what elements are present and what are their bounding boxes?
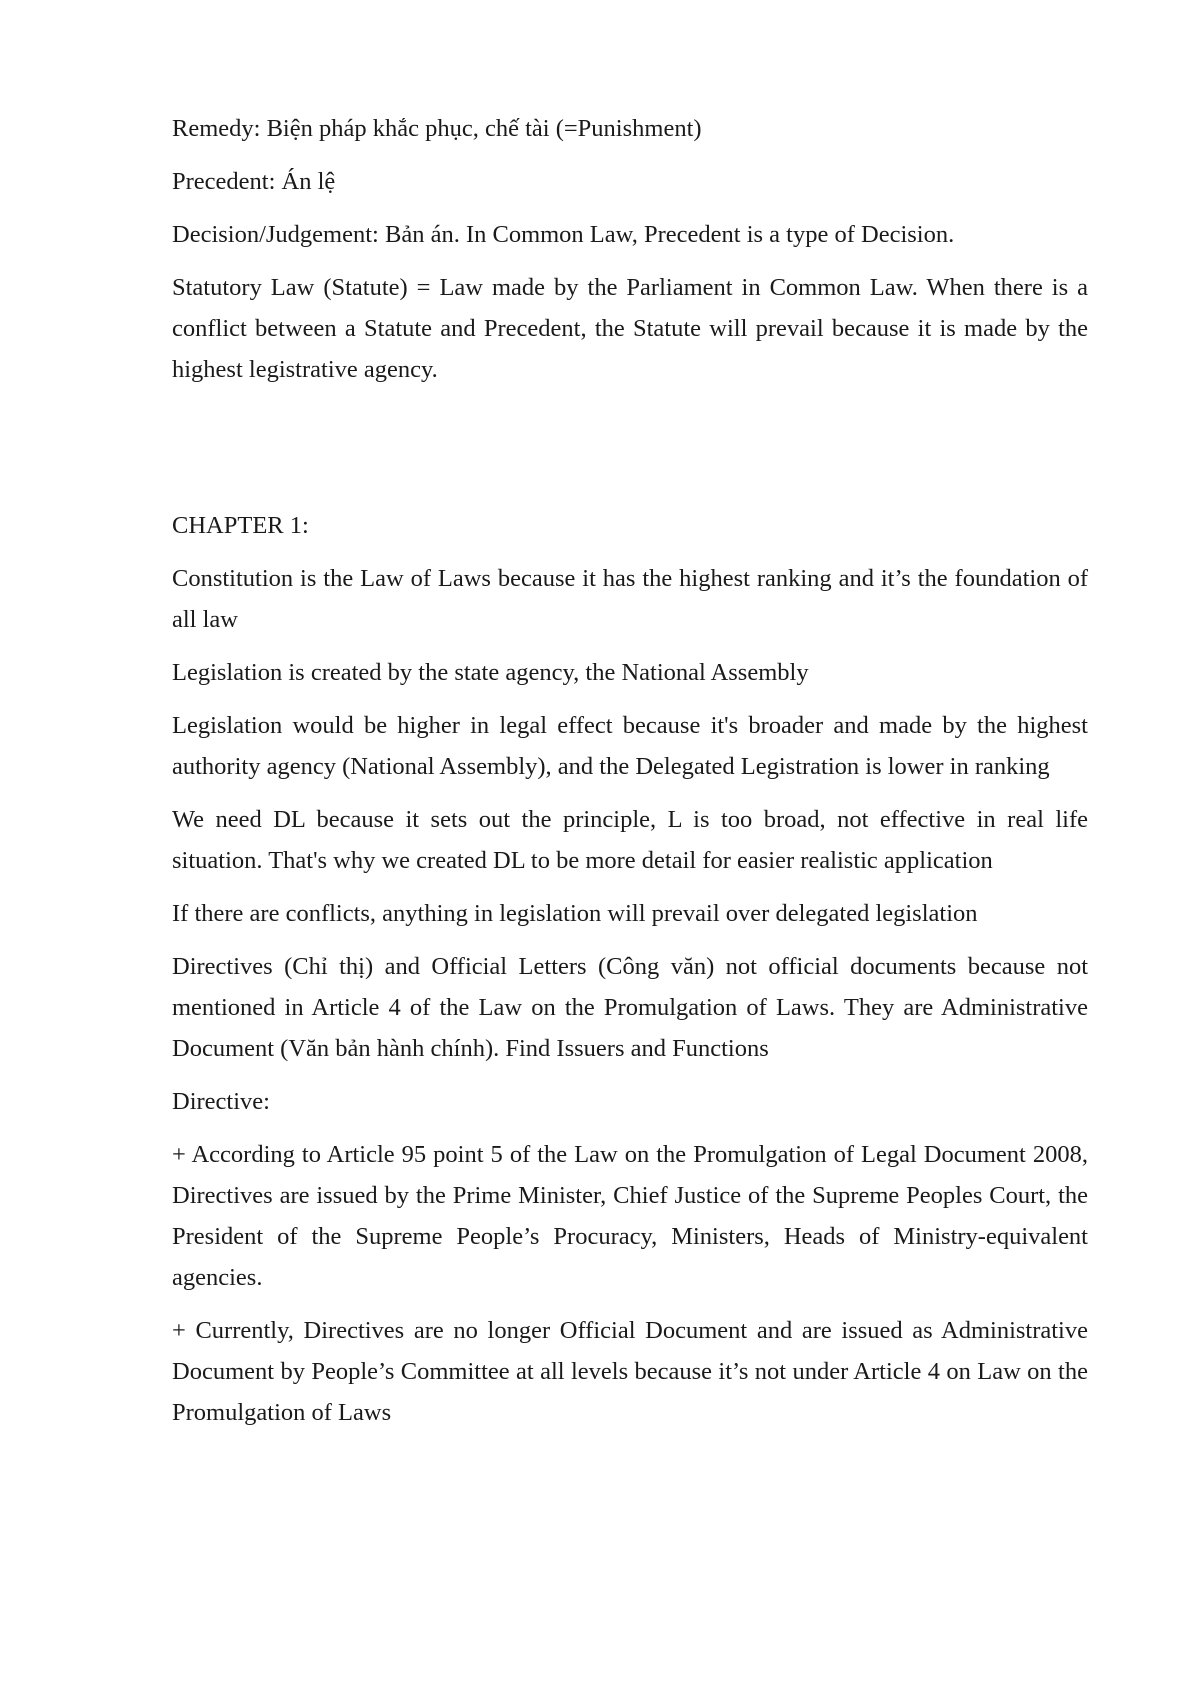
paragraph-legislation-effect: Legislation would be higher in legal effect because it's broader and made by the highest authority agency (National Assembly), and the Delegated Legistration is lower in ranking	[172, 712, 1088, 780]
paragraph-decision: Decision/Judgement: Bản án. In Common Law, Precedent is a type of Decision.	[172, 221, 955, 248]
paragraph-legislation-created: Legislation is created by the state agency, the National Assembly	[172, 659, 809, 686]
blank-space	[172, 402, 1088, 505]
paragraph-article-95: + According to Article 95 point 5 of the Law on the Promulgation of Legal Document 2008, Directives are issued by the Prime Minister, Chief Justice of the Supreme Peoples Court, the President of the Supreme People’s Procuracy, Ministers, Heads of Ministry-equivalent agencies.	[172, 1141, 1088, 1291]
paragraph-constitution: Constitution is the Law of Laws because it has the highest ranking and it’s the foundation of all law	[172, 565, 1088, 633]
paragraph-currently: + Currently, Directives are no longer Official Document and are issued as Administrative Document by People’s Committee at all levels because it’s not under Article 4 on Law on the Promulgation of Laws	[172, 1317, 1088, 1426]
paragraph-precedent: Precedent: Án lệ	[172, 168, 336, 195]
paragraph-remedy: Remedy: Biện pháp khắc phục, chế tài (=Punishment)	[172, 115, 702, 142]
paragraph-directives: Directives (Chỉ thị) and Official Letters (Công văn) not official documents because not mentioned in Article 4 of the Law on the Promulgation of Laws. They are Administrative Document (Văn bản hành chính). Find Issuers and Functions	[172, 953, 1088, 1062]
document-body	[172, 108, 1088, 1445]
paragraph-need-dl: We need DL because it sets out the principle, L is too broad, not effective in real life situation. That's why we created DL to be more detail for easier realistic application	[172, 806, 1088, 874]
chapter-heading: CHAPTER 1:	[172, 512, 309, 539]
paragraph-conflicts: If there are conflicts, anything in legislation will prevail over delegated legislation	[172, 900, 978, 927]
paragraph-directive-label: Directive:	[172, 1088, 270, 1115]
paragraph-statutory-law: Statutory Law (Statute) = Law made by the Parliament in Common Law. When there is a conflict between a Statute and Precedent, the Statute will prevail because it is made by the highest legistrative agency.	[172, 274, 1088, 383]
